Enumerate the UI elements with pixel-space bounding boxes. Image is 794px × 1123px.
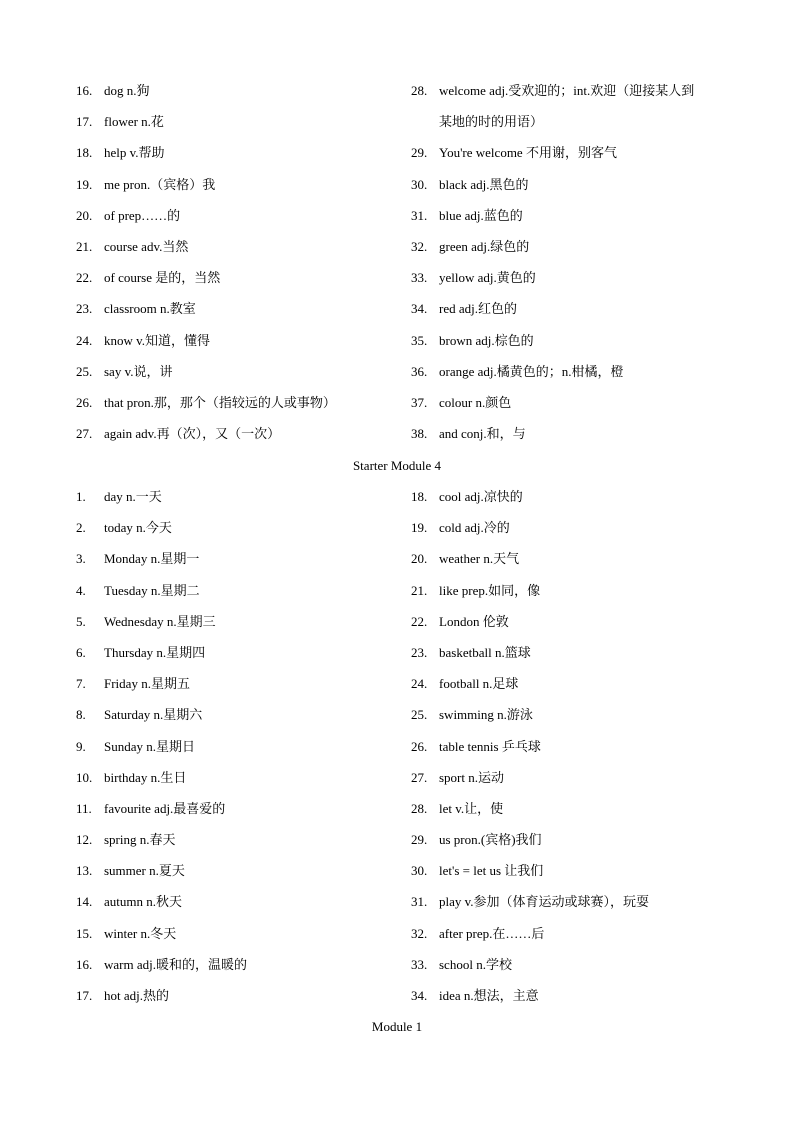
entry-text: colour n.颜色 [439, 394, 512, 410]
entry-text: hot adj.热的 [104, 988, 169, 1003]
entry-text: brown adj.棕色的 [439, 332, 534, 348]
entry-number: 17. [76, 988, 93, 1003]
entry-text: London 伦敦 [439, 613, 509, 629]
vocab-entry [411, 200, 731, 231]
entry-number: 20. [411, 551, 428, 567]
entry-number: 22. [76, 270, 93, 286]
vocab-entry [76, 262, 396, 293]
entry-text: Thursday n.星期四 [104, 644, 206, 660]
vocab-entry [411, 137, 731, 168]
entry-text: say v.说，讲 [104, 363, 173, 379]
entry-number: 10. [76, 769, 93, 785]
vocab-entry [411, 824, 731, 855]
entry-text: help v.帮助 [104, 145, 165, 161]
entry-number: 26. [411, 738, 428, 754]
entry-text: You're welcome 不用谢，别客气 [439, 145, 617, 161]
entry-text: us pron.(宾格)我们 [439, 832, 542, 848]
entry-text: and conj.和，与 [439, 426, 526, 442]
entry-text: orange adj.橘黄色的；n.柑橘，橙 [439, 363, 624, 379]
entry-number: 25. [411, 707, 428, 723]
entry-text: course adv.当然 [104, 238, 189, 254]
vocab-entry [76, 606, 396, 637]
vocab-entry [76, 75, 396, 106]
entry-text: me pron.（宾格）我 [104, 176, 216, 192]
entry-text: favourite adj.最喜爱的 [104, 800, 226, 816]
section-heading: Module 1 [371, 1019, 423, 1034]
vocab-column-left [76, 481, 396, 1011]
vocab-entry [411, 886, 731, 917]
entry-number: 14. [76, 894, 93, 910]
vocab-entry [411, 668, 731, 699]
vocab-entry [76, 200, 396, 231]
entry-number: 32. [411, 925, 428, 941]
entry-number: 18. [76, 145, 93, 161]
vocab-entry [411, 481, 731, 512]
entry-text: Monday n.星期一 [104, 551, 200, 567]
vocab-entry [76, 387, 396, 418]
entry-text: classroom n.教室 [104, 301, 196, 317]
entry-text: like prep.如同，像 [439, 582, 541, 598]
entry-number: 24. [76, 332, 93, 348]
entry-text: winter n.冬天 [104, 925, 177, 941]
vocab-column-right [411, 75, 731, 449]
vocab-entry [411, 855, 731, 886]
vocab-entry [76, 980, 396, 1011]
vocab-entry [76, 793, 396, 824]
entry-number: 16. [76, 83, 93, 98]
vocab-entry [76, 325, 396, 356]
entry-text: blue adj.蓝色的 [439, 207, 523, 223]
vocab-entry [411, 325, 731, 356]
vocab-entry [76, 231, 396, 262]
vocab-entry [76, 169, 396, 200]
entry-text: cool adj.凉快的 [439, 489, 523, 504]
entry-number: 8. [76, 707, 86, 723]
entry-number: 2. [76, 520, 86, 536]
vocab-entry [76, 543, 396, 574]
entry-number: 35. [411, 332, 428, 348]
vocab-entry [411, 418, 731, 449]
entry-text: autumn n.秋天 [104, 894, 182, 910]
entry-number: 22. [411, 613, 428, 629]
vocab-entry [411, 637, 731, 668]
entry-number: 4. [76, 582, 86, 598]
entry-number: 34. [411, 301, 428, 317]
entry-number: 18. [411, 489, 428, 504]
entry-number: 19. [411, 520, 428, 536]
entry-text: table tennis 乒乓球 [439, 738, 541, 754]
entry-number: 20. [76, 207, 93, 223]
vocab-entry [411, 762, 731, 793]
entry-number: 28. [411, 83, 428, 98]
entry-text: sport n.运动 [439, 769, 505, 785]
entry-text: weather n.天气 [439, 551, 520, 567]
entry-text: Friday n.星期五 [104, 676, 190, 692]
vocab-entry [411, 949, 731, 980]
entry-text: cold adj.冷的 [439, 520, 510, 536]
entry-text: today n.今天 [104, 520, 172, 536]
entry-number: 33. [411, 956, 428, 972]
vocab-entry [411, 293, 731, 324]
entry-text: spring n.春天 [104, 832, 176, 848]
entry-number: 38. [411, 426, 428, 442]
entry-number: 33. [411, 270, 428, 286]
entry-text: of prep……的 [104, 207, 181, 223]
entry-number: 17. [76, 114, 93, 130]
entry-text: that pron.那，那个（指较远的人或事物） [104, 394, 336, 410]
entry-number: 12. [76, 832, 93, 848]
entry-text: idea n.想法，主意 [439, 988, 539, 1003]
entry-number: 21. [76, 238, 93, 254]
entry-text: Tuesday n.星期二 [104, 582, 200, 598]
vocab-entry [76, 699, 396, 730]
entry-number: 26. [76, 394, 93, 410]
vocab-entry [76, 949, 396, 980]
entry-text: warm adj.暖和的，温暖的 [104, 956, 247, 972]
entry-text: after prep.在……后 [439, 925, 545, 941]
vocab-entry [411, 980, 731, 1011]
entry-text: again adv.再（次），又（一次） [104, 426, 281, 442]
vocab-entry [411, 731, 731, 762]
entry-number: 5. [76, 613, 86, 629]
entry-number: 31. [411, 894, 428, 910]
entry-number: 9. [76, 738, 86, 754]
vocab-entry [411, 793, 731, 824]
entry-text: let v.让，使 [439, 800, 504, 816]
entry-number: 30. [411, 176, 428, 192]
entry-number: 31. [411, 207, 428, 223]
entry-text-continuation: 某地的时的用语） [439, 114, 544, 130]
entry-number: 34. [411, 988, 428, 1003]
vocab-entry [411, 356, 731, 387]
entry-number: 7. [76, 676, 86, 692]
entry-number: 30. [411, 863, 428, 879]
entry-text: football n.足球 [439, 676, 519, 692]
vocab-entry [411, 231, 731, 262]
vocab-entry [411, 543, 731, 574]
entry-number: 24. [411, 676, 428, 692]
entry-text: swimming n.游泳 [439, 707, 533, 723]
vocab-entry [411, 918, 731, 949]
entry-text: basketball n.篮球 [439, 644, 531, 660]
vocab-entry [76, 293, 396, 324]
vocab-entry [76, 481, 396, 512]
vocab-entry [76, 418, 396, 449]
entry-text: school n.学校 [439, 956, 512, 972]
vocab-entry [411, 699, 731, 730]
vocab-entry [76, 106, 396, 137]
vocab-entry [76, 824, 396, 855]
vocab-entry [411, 512, 731, 543]
entry-number: 27. [76, 426, 93, 442]
entry-number: 6. [76, 644, 86, 660]
vocab-entry [76, 637, 396, 668]
vocab-entry [76, 731, 396, 762]
vocab-entry [411, 75, 731, 106]
entry-text: black adj.黑色的 [439, 176, 529, 192]
entry-number: 1. [76, 489, 86, 504]
vocab-entry [76, 137, 396, 168]
entry-number: 23. [76, 301, 93, 317]
entry-number: 3. [76, 551, 86, 567]
entry-number: 13. [76, 863, 93, 879]
entry-text: Sunday n.星期日 [104, 738, 196, 754]
section-heading: Starter Module 4 [352, 458, 442, 473]
entry-text: dog n.狗 [104, 83, 150, 98]
entry-text: Saturday n.星期六 [104, 707, 203, 723]
entry-text: play v.参加（体育运动或球赛），玩耍 [439, 894, 650, 910]
vocab-column-left [76, 75, 396, 449]
entry-number: 16. [76, 956, 93, 972]
vocab-entry [411, 387, 731, 418]
entry-text: let's = let us 让我们 [439, 863, 544, 879]
vocab-entry [76, 855, 396, 886]
vocab-entry [76, 918, 396, 949]
vocab-entry [411, 575, 731, 606]
entry-number: 29. [411, 145, 428, 161]
vocab-entry [411, 606, 731, 637]
entry-text: of course 是的，当然 [104, 270, 221, 286]
entry-number: 28. [411, 800, 428, 816]
vocab-column-right [411, 481, 731, 1011]
vocab-entry [76, 512, 396, 543]
entry-text: know v.知道，懂得 [104, 332, 211, 348]
entry-text: yellow adj.黄色的 [439, 270, 536, 286]
entry-text: summer n.夏天 [104, 863, 185, 879]
entry-text: welcome adj.受欢迎的；int.欢迎（迎接某人到 [439, 83, 695, 98]
entry-number: 21. [411, 582, 428, 598]
entry-text: Wednesday n.星期三 [104, 613, 216, 629]
vocab-entry [411, 262, 731, 293]
entry-number: 23. [411, 644, 428, 660]
entry-text: red adj.红色的 [439, 301, 517, 317]
entry-number: 11. [76, 800, 92, 816]
entry-text: day n.一天 [104, 489, 162, 504]
entry-number: 25. [76, 363, 93, 379]
entry-number: 27. [411, 769, 428, 785]
vocab-entry [76, 575, 396, 606]
vocab-entry [76, 762, 396, 793]
entry-text: flower n.花 [104, 114, 164, 130]
vocab-entry [411, 169, 731, 200]
vocab-entry [76, 886, 396, 917]
vocab-entry [76, 356, 396, 387]
entry-number: 37. [411, 394, 428, 410]
entry-text: birthday n.生日 [104, 769, 187, 785]
vocab-entry [76, 668, 396, 699]
entry-text: green adj.绿色的 [439, 238, 530, 254]
entry-number: 32. [411, 238, 428, 254]
entry-number: 19. [76, 176, 93, 192]
entry-number: 29. [411, 832, 428, 848]
entry-number: 15. [76, 925, 93, 941]
entry-number: 36. [411, 363, 428, 379]
